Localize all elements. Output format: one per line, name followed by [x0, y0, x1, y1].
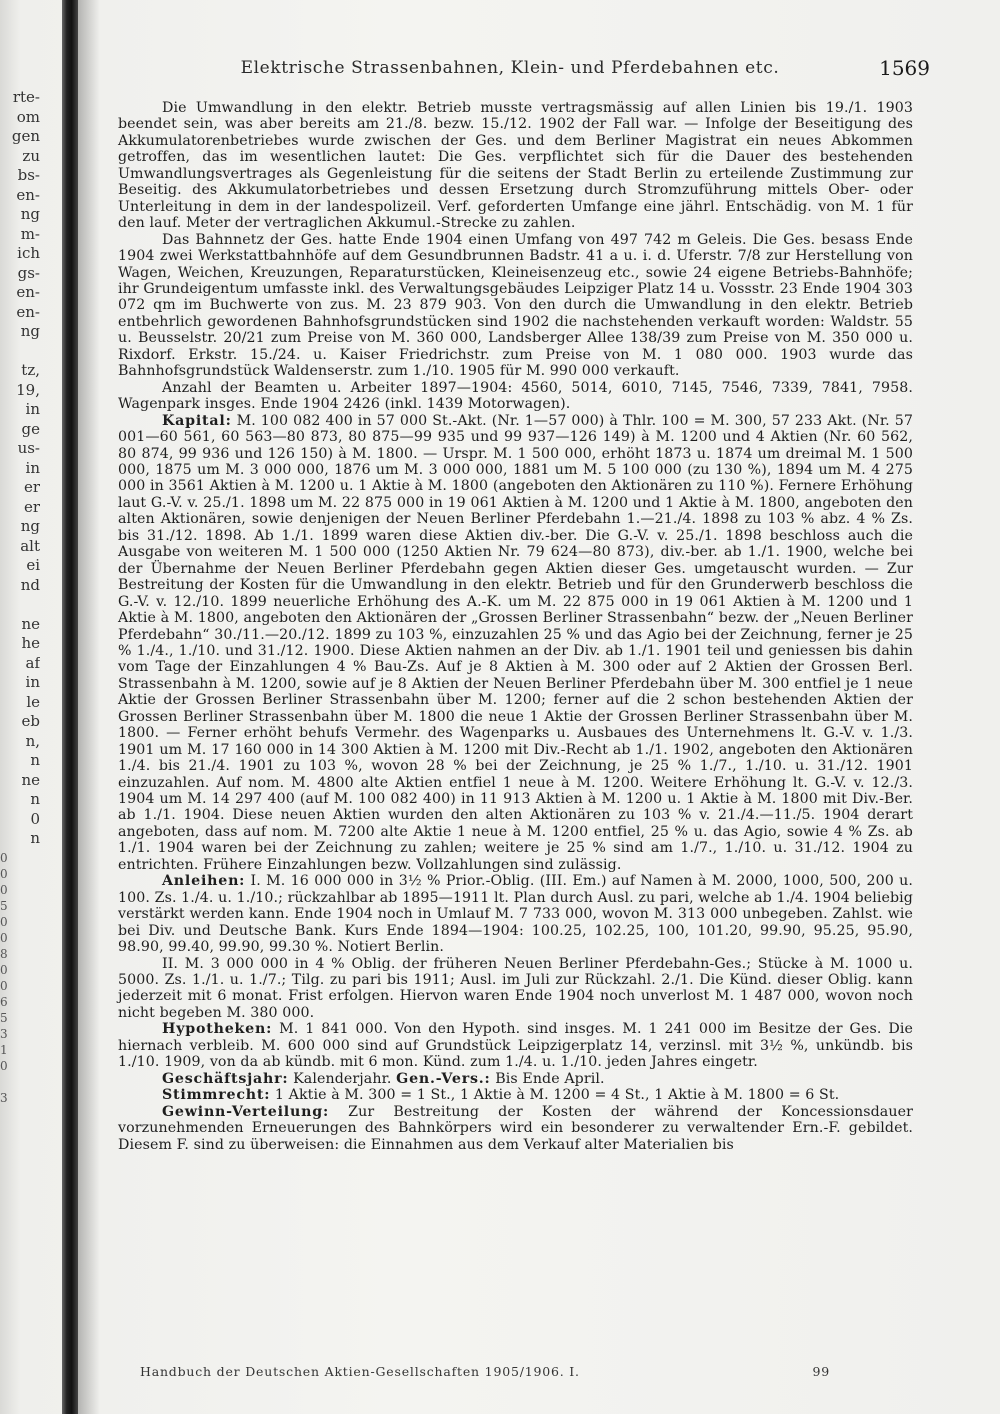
margin-fragment: ng — [20, 322, 40, 340]
margin-fragment: tz, — [21, 361, 40, 379]
margin-fragment: n, — [25, 731, 40, 750]
margin-fragment: rte- — [12, 88, 40, 106]
margin-number: 3 — [0, 1091, 8, 1105]
book-gutter — [62, 0, 78, 1414]
heading-geschaeftsjahr: Geschäftsjahr: — [162, 1070, 289, 1087]
margin-fragment: he — [21, 634, 40, 652]
margin-fragment: ne — [21, 770, 40, 789]
heading-gen-vers: Gen.-Vers.: — [396, 1070, 491, 1087]
margin-fragment: 0 — [30, 809, 40, 828]
margin-fragment: eb — [21, 712, 40, 730]
margin-number: 5 — [0, 1011, 8, 1025]
margin-fragment: er — [23, 478, 40, 496]
margin-number: 0 — [0, 1059, 8, 1073]
margin-fragment: nd — [20, 575, 40, 594]
margin-fragment: m- — [20, 224, 40, 243]
section-kapital: Kapital: M. 100 082 400 in 57 000 St.-Akt. (Nr. 1—57 000) à Thlr. 100 = M. 300, 57 233 Akt. (Nr. 57 001—60 561, 60 563—80 873, 80 875—99 935 und 99 937—126 149) à M. 1200 und 4 Aktien (Nr. 60 562, 80 874, 99 936 und 126 150) à M. 1800. — Urspr. M. 1 500 000, erhöht 1873 u. 1874 um dreimal M. 1 500 000, 1875 um M. 3 000 000, 1876 um M. 3 000 000, 1881 um M. 5 100 000 (zu 130 %), 1894 um M. 4 275 000 in 3561 Aktien à M. 1200 u. 1 Aktie à M. 1800 (angeboten den Aktionären zu 110 %). Fernere Erhöhung laut G.-V. v. 25./1. 1898 um M. 22 875 000 in 19 061 Aktien à M. 1200 und 1 Aktie à M. 1800, angeboten den alten Aktionären, sowie denjenigen der Neuen Berliner Pferdebahn 1.—21./4. 1898 zu 103 % abz. 4 % Zs. bis 31./12. 1898. Ab 1./1. 1899 waren diese Aktien div.-ber. Die G.-V. v. 25./1. 1898 beschloss auch die Ausgabe von weiteren M. 1 500 000 (1250 Aktien Nr. 79 624—80 873), div.-ber. ab 1./1. 1900, welche bei der Übernahme der Neuen Berliner Pferdebahn gegen Aktien dieser Ges. umgetauscht wurden. — Zur Bestreitung der Kosten für die Umwandlung in den elektr. Betrieb und für den Grunderwerb beschloss die G.-V. v. 12./10. 1899 neuerliche Erhöhung des A.-K. um M. 22 875 000 in 19 061 Aktien à M. 1200 und 1 Aktie à M. 1800, angeboten den Aktionären der „Grossen Berliner Strassenbahn“ bezw. der „Neuen Berliner Pferdebahn“ 30./11.—20./12. 1899 zu 103 %, einzuzahlen 25 % und das Agio bei der Zeichnung, ferner je 25 % 1./4., 1./10. und 31./12. 1900. Diese Aktien nahmen an der Div. ab 1./1. 1901 teil und geniessen bis dahin vom Tage der Einzahlungen 4 % Bau-Zs. Auf je 8 Aktien à M. 300 oder auf 2 Aktien der Grossen Berl. Strassenbahn à M. 1200, sowie auf je 8 Aktien der Neuen Berliner Pferdebahn über M. 300 entfiel je 1 neue Aktie der Grossen Berliner Strassenbahn über M. 1200; ferner auf die 2 schon bestehenden Aktien der Grossen Berliner Strassenbahn über M. 1800 die neue 1 Aktie der Grossen Berliner Strassenbahn über M. 1800. — Ferner erhöht behufs Vermehr. des Wagenparks u. Ausbaues des Unternehmens lt. G.-V. v. 1./3. 1901 um M. 17 160 000 in 14 300 Aktien à M. 1200 mit Div.-Recht ab 1./1. 1902, angeboten den Aktionären 1./4. bis 21./4. 1901 zu 103 %, wovon 28 % bei der Zeichnung, je 25 % 1./7., 1./10. u. 31./12. 1901 einzuzahlen. Auf nom. M. 4800 alte Aktien entfiel 1 neue à M. 1200. Weitere Erhöhung lt. G.-V. v. 12./3. 1904 um M. 14 297 400 (auf M. 100 082 400) in 11 913 Aktien à M. 1200 u. 1 Aktie à M. 1800 mit Div.-Ber. ab 1./1. 1904. Diese neuen Aktien wurden den alten Aktionären zu 103 % v. 21./4.—11./5. 1904 derart angeboten, dass auf nom. M. 7200 alte Aktie 1 neue à M. 1200 entfiel, 25 % u. das Agio, sowie 4 % Zs. ab 1./1. 1904 waren bei der Zeichnung zu zahlen; weitere je 25 % sind am 1./7., 1./10. u. 31./12. 1904 zu entrichten. Frühere Einzahlungen bezw. Vollzahlungen sind zulässig. — [118, 412, 913, 873]
margin-fragment: n — [30, 790, 40, 808]
margin-fragment: ng — [20, 205, 40, 223]
heading-anleihen: Anleihen: — [162, 873, 246, 890]
margin-fragment: zu — [22, 146, 40, 165]
gutter-shadow — [78, 0, 100, 1414]
header-title: Elektrische Strassenbahnen, Klein- und Pferdebahnen etc. — [240, 58, 780, 78]
section-stimmrecht: Stimmrecht: 1 Aktie à M. 300 = 1 St., 1 Aktie à M. 1200 = 4 St., 1 Aktie à M. 1800 = 6 St. — [162, 1087, 840, 1104]
margin-fragment: ge — [21, 419, 40, 438]
margin-fragment: in — [25, 458, 40, 477]
margin-fragment: in — [25, 673, 40, 691]
margin-number: 0 — [0, 867, 8, 881]
margin-fragment: er — [23, 497, 40, 516]
running-header — [110, 56, 930, 82]
paragraph-beamten: Anzahl der Beamten u. Arbeiter 1897—1904: 4560, 5014, 6010, 7145, 7546, 7339, 7841, 7958. Wagenpark insges. Ende 1904 2426 (inkl. 1439 Motorwagen). — [118, 379, 913, 413]
section-gewinn-verteilung: Gewinn-Verteilung: Zur Bestreitung der Kosten der während der Koncessionsdauer vorzunehmenden Erneuerungen des Bahnkörpers wird ein besonderer zu verwaltender Ern.-F. gebildet. Diesem F. sind zu überweisen: die Einnahmen aus dem Verkauf alter Materialien bis — [118, 1103, 913, 1153]
margin-number: 3 — [0, 1027, 8, 1041]
heading-kapital: Kapital: — [162, 412, 232, 429]
section-anleihen: Anleihen: I. M. 16 000 000 in 3½ % Prior.-Oblig. (III. Em.) auf Namen à M. 2000, 1000, 500, 200 u. 100. Zs. 1./4. u. 1./10.; rückzahlbar ab 1895—1911 lt. Plan durch Ausl. zu pari, welche ab 1./4. 1904 beliebig verstärkt werden kann. Ende 1904 noch in Umlauf M. 7 733 000, wovon M. 313 000 unbegeben. Zahlst. wie bei Div. und Deutsche Bank. Kurs Ende 1894—1904: 100.25, 102.25, 100, 101.20, 99.90, 95.25, 95.90, 98.90, 99.40, 99.90, 99.30 %. Notiert Berlin. — [118, 873, 913, 956]
heading-stimmrecht: Stimmrecht: — [162, 1087, 271, 1104]
margin-number: 0 — [0, 963, 8, 977]
margin-fragment: af — [25, 653, 40, 672]
margin-fragment: 19, — [16, 380, 40, 399]
section-geschaeftsjahr: Geschäftsjahr: Kalenderjahr. Gen.-Vers.: Bis Ende April. — [162, 1070, 605, 1087]
margin-fragment: in — [25, 400, 40, 418]
article-body — [118, 100, 913, 1153]
margin-number — [0, 1074, 8, 1090]
margin-fragment — [0, 342, 40, 362]
margin-number: 0 — [0, 883, 8, 897]
margin-fragment: n — [30, 829, 40, 847]
margin-number: 0 — [0, 931, 8, 945]
margin-fragment: om — [16, 107, 40, 126]
margin-fragment: n — [30, 751, 40, 769]
margin-number: 0 — [0, 979, 8, 993]
margin-fragment: le — [26, 692, 40, 711]
previous-page-margin-numbers — [0, 850, 8, 1106]
footer-sheet-number: 99 — [812, 1364, 830, 1379]
footer-source: Handbuch der Deutschen Aktien-Gesellschaften 1905/1906. I. — [140, 1364, 580, 1379]
heading-gewinn-verteilung: Gewinn-Verteilung: — [162, 1103, 329, 1120]
heading-hypotheken: Hypotheken: — [162, 1021, 273, 1038]
margin-number: 6 — [0, 995, 8, 1009]
margin-fragment: bs- — [17, 166, 40, 184]
paragraph-bahnnetz: Das Bahnnetz der Ges. hatte Ende 1904 einen Umfang von 497 742 m Geleis. Die Ges. besass Ende 1904 zwei Werkstattbahnhöfe auf dem Gesundbrunnen Badstr. 41 a u. i. d. Uferstr. 7/8 zur Herstellung von Wagen, Weichen, Kreuzungen, Reparaturstücken, Kleineisenzeug etc., sowie 24 eigene Betriebs-Bahnhöfe; ihr Grundeigentum umfasste inkl. des Verwaltungsgebäudes Leipziger Platz 14 u. Vossstr. 23 Ende 1904 303 072 qm im Buchwerte von zus. M. 23 879 903. Von den durch die Umwandlung in den elektr. Betrieb entbehrlich gewordenen Bahnhofsgrundstücken sind 1902 die nachstehenden verkauft worden: Waldstr. 55 u. Beusselstr. 20/21 zum Preise von M. 360 000, Landsberger Allee 138/39 zum Preise von M. 350 000 u. Rixdorf. Erkstr. 15./24. u. Kaiser Friedrichstr. zum Preise von M. 1 080 000. 1903 wurde das Bahnhofsgrundstück Waldenserstr. zum 1./10. 1905 für M. 990 000 verkauft. — [118, 231, 913, 380]
page-number: 1569 — [879, 56, 930, 80]
margin-fragment: ng — [20, 517, 40, 535]
margin-number: 0 — [0, 915, 8, 929]
previous-page-margin-fragments — [0, 88, 40, 849]
paragraph-anleihe-ii: II. M. 3 000 000 in 4 % Oblig. der früheren Neuen Berliner Pferdebahn-Ges.; Stücke à M. 1000 u. 5000. Zs. 1./1. u. 1./7.; Tilg. zu pari bis 1911; Ausl. im Juli zur Rückzahl. 2./1. Die Künd. dieser Oblig. kann jederzeit mit 6 monat. Frist erfolgen. Hiervon waren Ende 1904 noch unverlost M. 1 487 000, wovon noch nicht begeben M. 380 000. — [118, 955, 913, 1021]
margin-number: 5 — [0, 899, 8, 913]
margin-number: 0 — [0, 851, 8, 865]
margin-fragment: ne — [21, 614, 40, 633]
page-footer — [140, 1364, 830, 1384]
margin-fragment: gen — [11, 127, 40, 145]
margin-fragment: en- — [16, 283, 40, 301]
margin-number: 8 — [0, 947, 8, 961]
paragraph-umwandlung: Die Umwandlung in den elektr. Betrieb musste vertragsmässig auf allen Linien bis 19./1. 1903 beendet sein, was aber bereits am 21./8. bezw. 15./12. 1902 der Fall war. — Infolge der Beseitigung des Akkumulatorenbetriebes wurde zwischen der Ges. und dem Berliner Magistrat ein neues Abkommen getroffen, das im wesentlichen lautet: Die Ges. verpflichtet sich für die Dauer des bestehenden Umwandlungsvertrages als Gegenleistung für die seitens der Stadt Berlin zu erteilende Zustimmung zur Beseitig. des Akkumulatorbetriebes und dessen Ersetzung durch Stromzuführung mittels Ober- oder Unterleitung in dem in der landespolizeil. Verf. geforderten Umfange eine jährl. Entschädig. von M. 1 für den lauf. Meter der vertraglichen Akkumul.-Strecke zu zahlen. — [118, 100, 913, 232]
margin-number: 1 — [0, 1043, 8, 1057]
margin-fragment: alt — [20, 536, 40, 555]
margin-fragment: en- — [16, 302, 40, 321]
margin-fragment: ei — [26, 556, 40, 574]
margin-fragment — [0, 595, 40, 615]
margin-fragment: us- — [17, 439, 40, 457]
section-hypotheken: Hypotheken: M. 1 841 000. Von den Hypoth. sind insges. M. 1 241 000 im Besitze der Ges. Die hiernach verbleib. M. 600 000 sind auf Grundstück Leipzigerplatz 14, verzinsl. mit 3½ %, unkündb. bis 1./10. 1909, von da ab kündb. mit 6 mon. Künd. zum 1./4. u. 1./10. jeden Jahres eingetr. — [118, 1021, 913, 1071]
margin-fragment: gs- — [17, 263, 40, 282]
margin-fragment: ich — [17, 244, 40, 262]
margin-fragment: en- — [16, 185, 40, 204]
